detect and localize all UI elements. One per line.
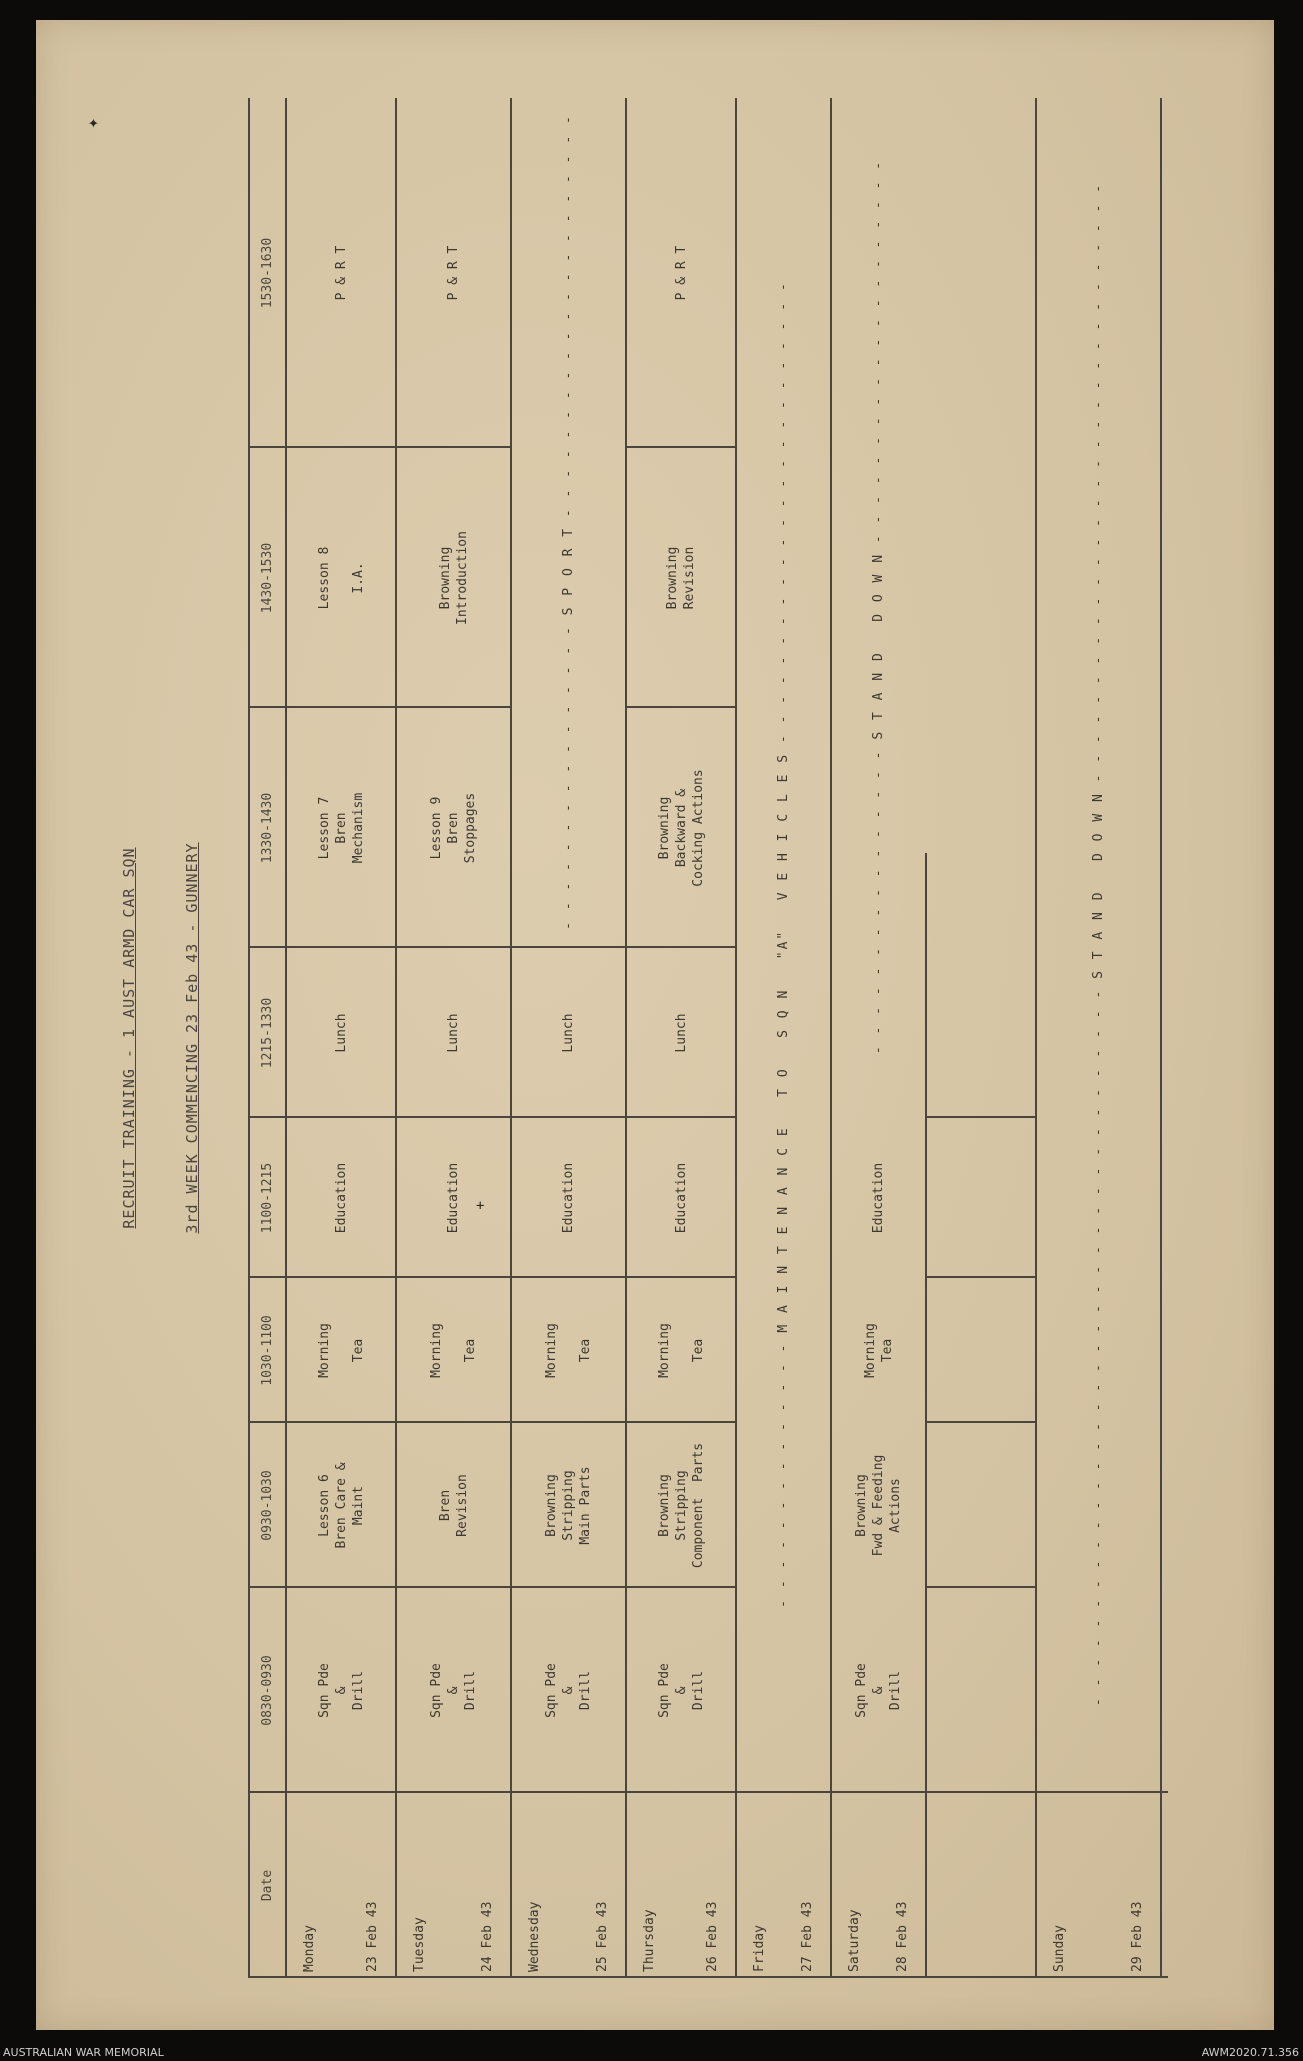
day-name: Saturday [847, 1909, 862, 1972]
wednesday-1030: Morning Tea [544, 1323, 593, 1378]
saturday-0830: Sqn Pde & Drill [854, 1663, 903, 1718]
day-name: Friday [752, 1925, 767, 1972]
tuesday-1215: Lunch [446, 1013, 461, 1053]
tuesday-1100: Education [446, 1162, 461, 1234]
day-date: 29 Feb 43 [1130, 1901, 1145, 1972]
document-page [36, 20, 1274, 2030]
wednesday-0930: Browning Stripping Main Parts [544, 1466, 593, 1545]
column-rule [925, 1116, 1035, 1118]
monday-1100: Education [333, 1162, 349, 1234]
row-rule [925, 853, 927, 1978]
day-name: Wednesday [527, 1901, 542, 1972]
thursday-1030: Morning Tea [656, 1323, 706, 1378]
archive-footer [0, 2045, 1303, 2061]
day-date: 28 Feb 43 [895, 1901, 910, 1972]
col-header-0830: 0830-0930 [260, 1655, 275, 1726]
col-header-1030: 1030-1100 [260, 1315, 275, 1386]
row-thursday-date [627, 1793, 735, 1978]
wednesday-0830: Sqn Pde & Drill [544, 1663, 593, 1718]
footer-accession: AWM2020.71.356 [1201, 2046, 1299, 2059]
row-friday-date [737, 1793, 830, 1978]
monday-0930: Lesson 6 Bren Care & Maint [316, 1462, 366, 1549]
thursday-0830: Sqn Pde & Drill [656, 1663, 706, 1718]
ink-mark: + [476, 1198, 485, 1214]
monday-1430: Lesson 8 I.A. [316, 546, 366, 610]
wednesday-sport-band: - - - - - - - - - - - - - - - - S P O R T - - - - - - - - - - - - - - - - - - - - - [561, 114, 576, 930]
thursday-0930: Browning Stripping Component Parts [656, 1442, 706, 1569]
thursday-1330: Browning Backward & Cocking Actions [656, 769, 706, 887]
row-tuesday-date [397, 1793, 510, 1978]
tuesday-1430: Browning Introduction [437, 531, 470, 625]
document-subtitle: 3rd WEEK COMMENCING 23 Feb 43 - GUNNERY [183, 842, 201, 1234]
thursday-1430: Browning Revision [665, 546, 697, 610]
col-header-0930: 0930-1030 [260, 1470, 275, 1541]
thursday-1215: Lunch [673, 1013, 689, 1053]
ink-mark: ✦ [88, 112, 99, 133]
row-sunday-date [1037, 1793, 1160, 1978]
row-monday-date [287, 1793, 395, 1978]
day-name: Thursday [642, 1909, 657, 1972]
tuesday-1330: Lesson 9 Bren Stoppages [429, 792, 478, 864]
col-header-1430: 1430-1530 [260, 542, 275, 614]
saturday-1100: Education [871, 1162, 886, 1234]
day-date: 23 Feb 43 [365, 1901, 380, 1972]
day-name: Sunday [1052, 1925, 1067, 1972]
tuesday-1530: P & R T [446, 245, 461, 301]
monday-1030: Morning Tea [316, 1323, 366, 1378]
day-name: Tuesday [412, 1917, 427, 1972]
column-rule [925, 1276, 1035, 1278]
col-header-1100: 1100-1215 [260, 1162, 275, 1234]
wednesday-1100: Education [561, 1162, 576, 1234]
document-title: RECRUIT TRAINING - 1 AUST ARMD CAR SQN [120, 847, 138, 1229]
col-header-1530: 1530-1630 [260, 237, 275, 309]
row-saturday-date [832, 1793, 925, 1978]
row-wednesday-date [512, 1793, 625, 1978]
monday-0830: Sqn Pde & Drill [316, 1663, 366, 1718]
tuesday-0830: Sqn Pde & Drill [429, 1663, 478, 1718]
sunday-stand-down-band: - - - - - - - - - - - - - - - - - - - - - - - - - - - - - - - - - - - - - S T A N D D O W N - - - - - - - - - - - - - - - - - - - - - - - - - - - - - - - [1091, 182, 1106, 1707]
tuesday-1030: Morning Tea [429, 1323, 478, 1378]
day-date: 26 Feb 43 [705, 1901, 720, 1972]
thursday-1530: P & R T [673, 245, 689, 301]
col-header-1215: 1215-1330 [260, 997, 275, 1069]
thursday-1100: Education [673, 1162, 689, 1234]
footer-institution: AUSTRALIAN WAR MEMORIAL [3, 2046, 164, 2059]
friday-maintenance-band: - - - - - - - - - - - - - - M A I N T E N A N C E T O S Q N "A" V E H I C L E S - - - - - - - - - - - - - - - - - - - - - - - - [776, 281, 791, 1608]
day-date: 27 Feb 43 [800, 1901, 815, 1972]
day-name: Monday [302, 1925, 317, 1972]
day-date: 25 Feb 43 [595, 1901, 610, 1972]
saturday-stand-down-band: - - - - - - - - - - - - - - - - S T A N D D O W N - - - - - - - - - - - - - - - - - - - - [871, 159, 886, 1055]
col-header-date: Date [260, 1869, 275, 1902]
saturday-1030: Morning Tea [862, 1323, 895, 1378]
wednesday-1215: Lunch [561, 1013, 576, 1053]
column-rule [925, 1421, 1035, 1423]
table-rule-bottom [1160, 98, 1162, 1978]
monday-1530: P & R T [333, 245, 349, 301]
timetable-grid [248, 98, 1168, 1978]
col-header-1330: 1330-1430 [260, 792, 275, 864]
tuesday-0930: Bren Revision [437, 1474, 470, 1537]
day-date: 24 Feb 43 [480, 1901, 495, 1972]
saturday-0930: Browning Fwd & Feeding Actions [854, 1454, 903, 1557]
column-rule [925, 1586, 1035, 1588]
timetable-document [98, 98, 1168, 1978]
monday-1215: Lunch [333, 1013, 349, 1053]
monday-1330: Lesson 7 Bren Mechanism [316, 792, 366, 864]
